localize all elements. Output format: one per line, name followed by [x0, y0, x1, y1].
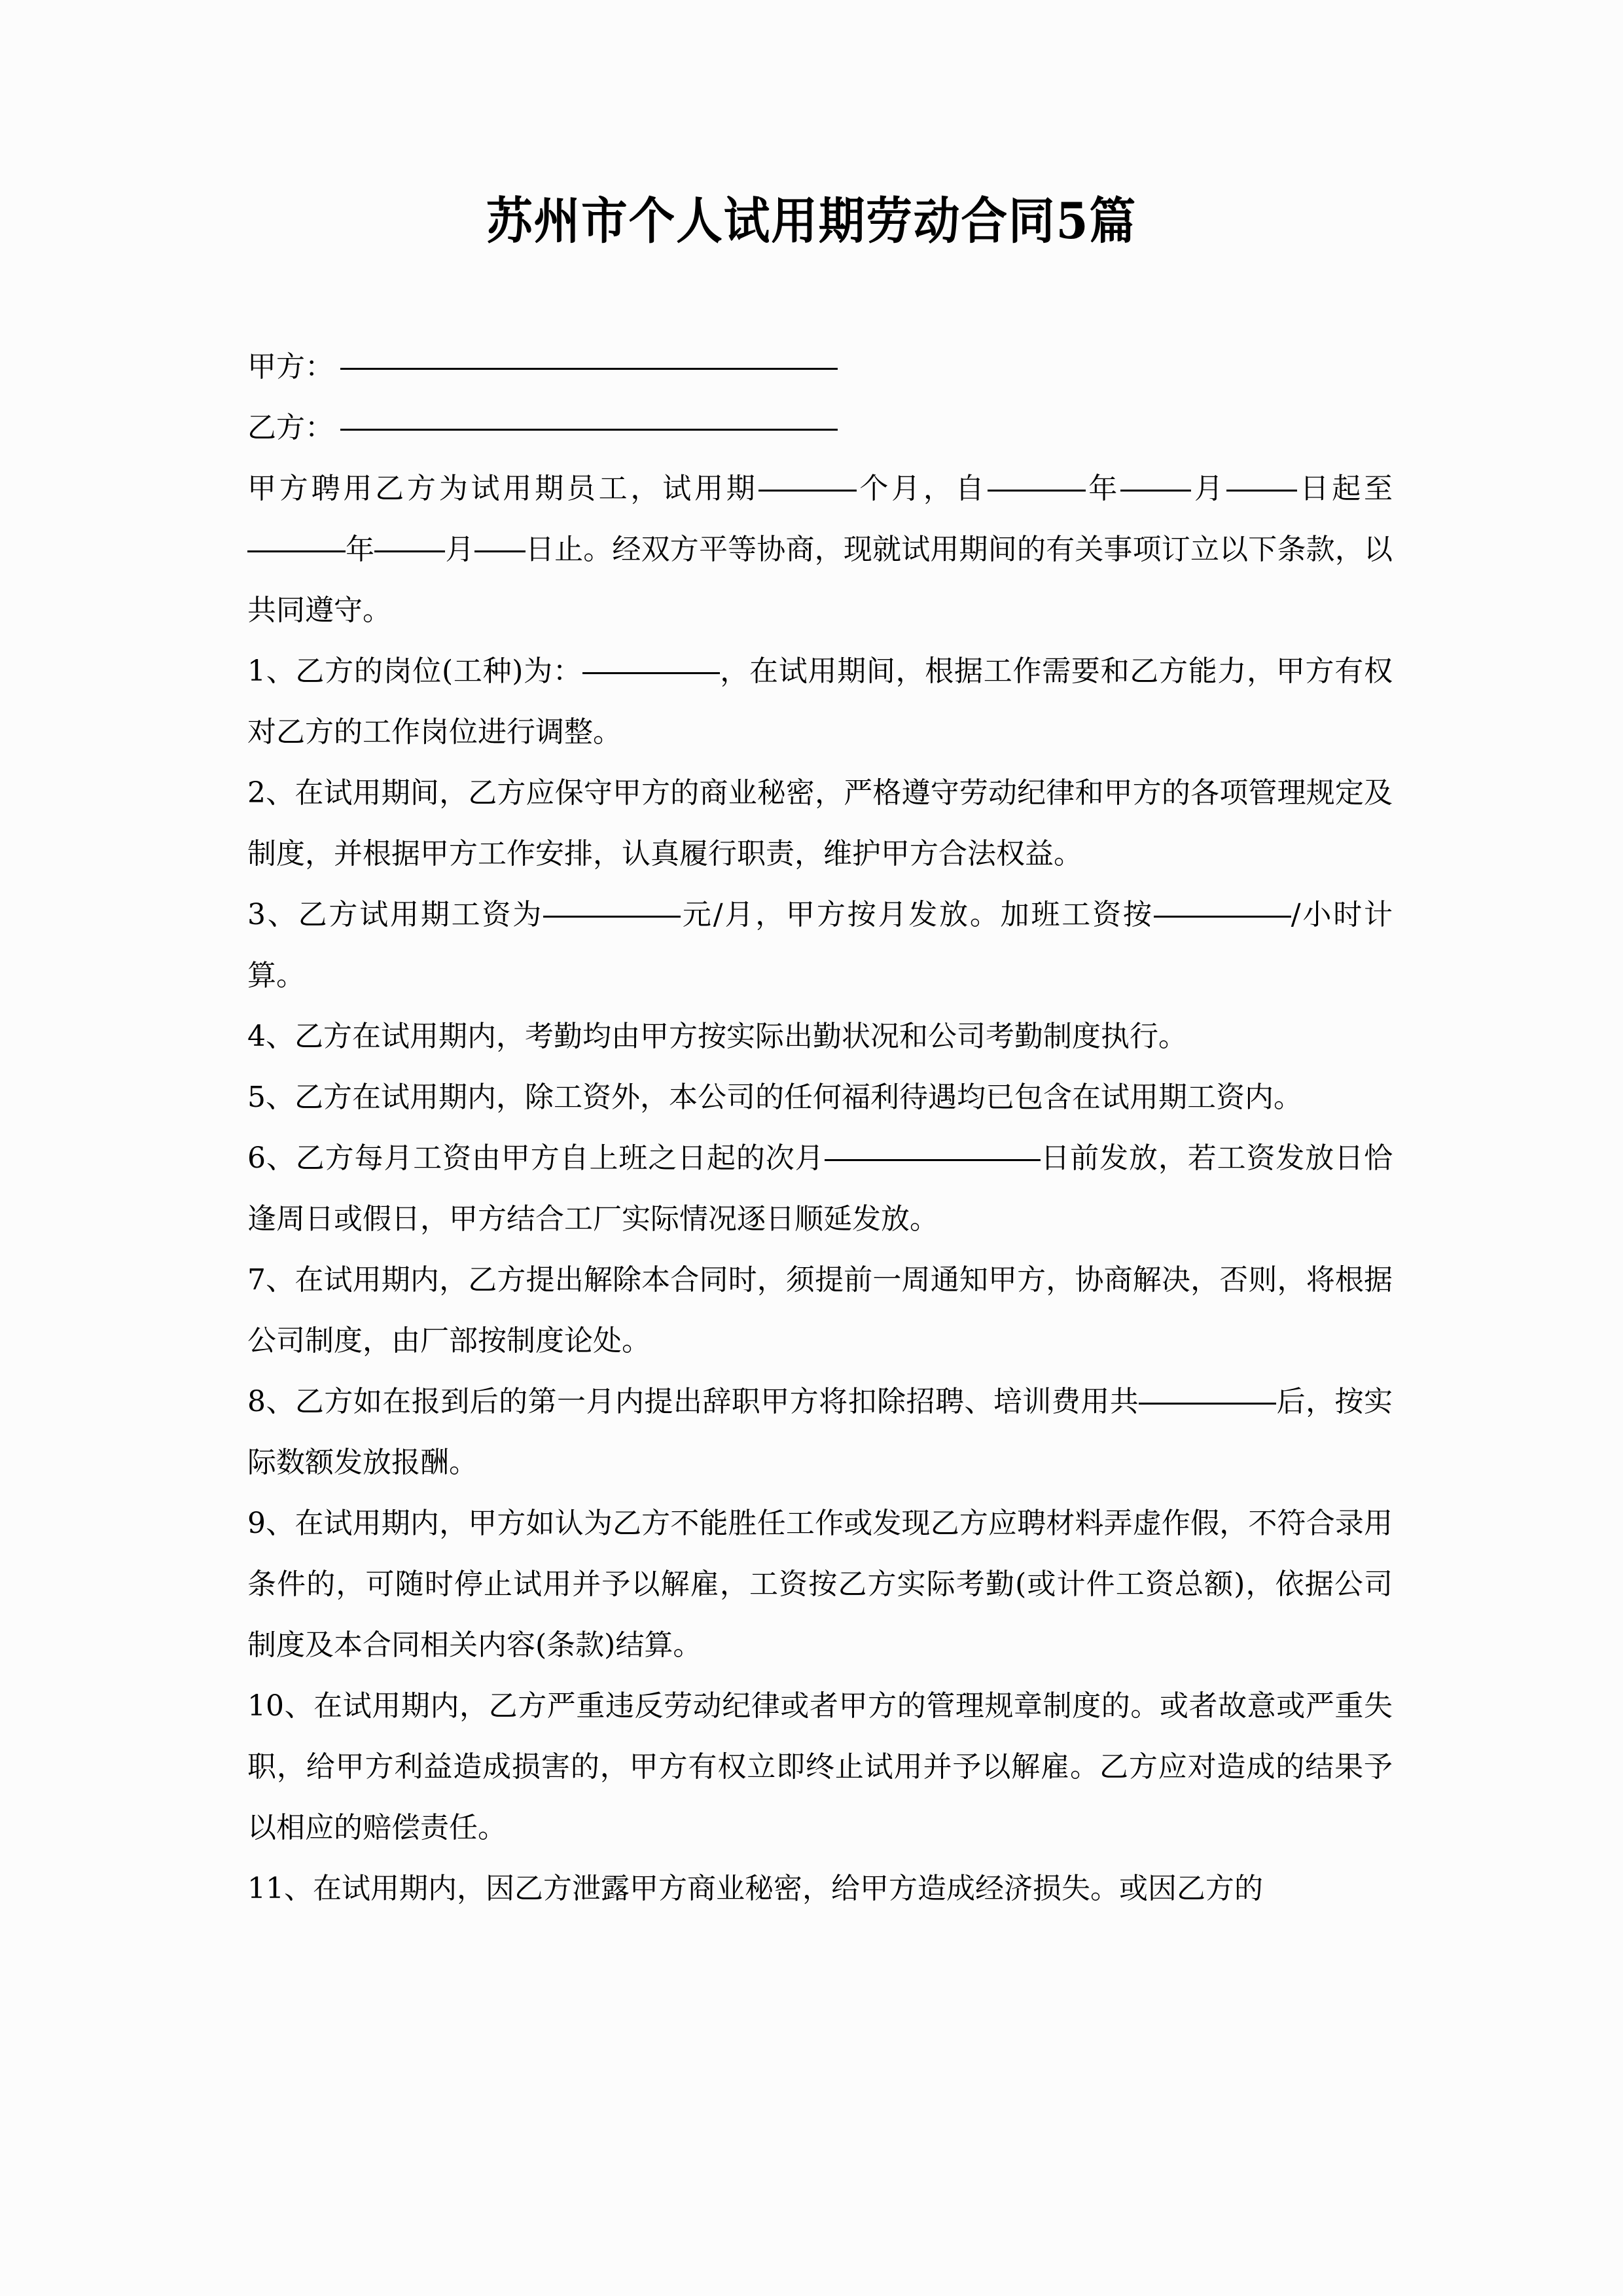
clause-4 — [247, 1006, 1393, 1067]
clause-1 — [247, 641, 1393, 762]
clause-8-number: 8、 — [247, 1385, 295, 1418]
preamble-seg-5: 日起至 — [1296, 472, 1393, 505]
clause-1-blank-position[interactable] — [582, 649, 720, 674]
preamble-seg-4: 月 — [1191, 472, 1226, 505]
clause-5-seg-1: 乙方在试用期内，除工资外，本公司的任何福利待遇均已包含在试用期工资内。 — [294, 1081, 1302, 1114]
clause-3-number: 3、 — [247, 898, 298, 931]
clause-9-seg-1: 在试用期内，甲方如认为乙方不能胜任工作或发现乙方应聘材料弄虚作假，不符合录用条件的，可随时停止试用并予以解雇，工资按乙方实际考勤(或计件工资总额)，依据公司制度及本合同相关内容(条款)结算。 — [247, 1507, 1393, 1662]
party-a-line — [247, 336, 1393, 397]
clause-7 — [247, 1249, 1393, 1371]
preamble-blank-end-year[interactable] — [247, 527, 346, 552]
clause-3-seg-2: 元/月，甲方按月发放。加班工资按 — [681, 898, 1154, 931]
clause-3-blank-wage[interactable] — [543, 892, 681, 918]
clause-9-number: 9、 — [247, 1507, 295, 1540]
preamble-paragraph — [247, 458, 1393, 641]
clause-6-seg-2: 日前发放，若工资发放日恰逢周日或假日，甲方结合工厂实际情况逐日顺延发放。 — [247, 1141, 1393, 1236]
clause-11-seg-1: 在试用期内，因乙方泄露甲方商业秘密，给甲方造成经济损失。或因乙方的 — [313, 1872, 1263, 1905]
clause-5-number: 5、 — [247, 1081, 294, 1114]
clause-10-number: 10、 — [247, 1689, 314, 1723]
preamble-seg-3: 年 — [1085, 472, 1121, 505]
preamble-blank-start-month[interactable] — [1120, 466, 1191, 492]
clause-8-seg-2: 后，按实际数额发放报酬。 — [247, 1385, 1393, 1479]
clause-6-seg-1: 乙方每月工资由甲方自上班之日起的次月 — [295, 1141, 825, 1175]
clause-3-seg-1: 乙方试用期工资为 — [298, 898, 544, 931]
clause-6-number: 6、 — [247, 1141, 296, 1175]
clause-4-seg-1: 乙方在试用期内，考勤均由甲方按实际出勤状况和公司考勤制度执行。 — [294, 1020, 1187, 1053]
clause-3 — [247, 884, 1393, 1006]
party-b-label: 乙方： — [247, 411, 334, 444]
clause-11-number: 11、 — [247, 1872, 313, 1905]
preamble-seg-7: 月 — [445, 533, 474, 566]
clause-11 — [247, 1858, 1393, 1919]
clause-2 — [247, 762, 1393, 884]
clause-1-seg-1: 乙方的岗位(工种)为： — [295, 655, 582, 688]
page-title: 苏州市个人试用期劳动合同5篇 — [486, 192, 1137, 250]
clause-3-seg-3: /小时计算。 — [247, 898, 1393, 992]
preamble-seg-6: 年 — [346, 533, 375, 566]
preamble-seg-1: 甲方聘用乙方为试用期员工，试用期 — [247, 472, 758, 505]
preamble-blank-start-day[interactable] — [1226, 466, 1297, 492]
preamble-blank-end-month[interactable] — [374, 527, 445, 552]
clause-10 — [247, 1676, 1393, 1858]
clause-7-number: 7、 — [247, 1263, 295, 1297]
party-b-line — [247, 397, 1393, 458]
clause-8-blank-fee[interactable] — [1139, 1379, 1276, 1405]
preamble-seg-2: 个月，自 — [856, 472, 988, 505]
clause-10-seg-1: 在试用期内，乙方严重违反劳动纪律或者甲方的管理规章制度的。或者故意或严重失职，给甲方利益造成损害的，甲方有权立即终止试用并予以解雇。乙方应对造成的结果予以相应的赔偿责任。 — [247, 1689, 1393, 1844]
party-a-blank[interactable] — [340, 368, 838, 370]
party-a-label: 甲方： — [247, 350, 334, 384]
clause-1-seg-2: ，在试用期间，根据工作需要和乙方能力，甲方有权对乙方的工作岗位进行调整。 — [247, 655, 1393, 749]
clause-2-seg-1: 在试用期间，乙方应保守甲方的商业秘密，严格遵守劳动纪律和甲方的各项管理规定及制度，并根据甲方工作安排，认真履行职责，维护甲方合法权益。 — [247, 776, 1393, 870]
clause-2-number: 2、 — [247, 776, 295, 810]
clause-6-blank-payday[interactable] — [825, 1136, 1041, 1161]
preamble-blank-end-day[interactable] — [474, 527, 526, 552]
clause-8-seg-1: 乙方如在报到后的第一月内提出辞职甲方将扣除招聘、培训费用共 — [294, 1385, 1139, 1418]
document-body — [247, 336, 1393, 1919]
clause-1-number: 1、 — [247, 655, 296, 688]
clause-7-seg-1: 在试用期内，乙方提出解除本合同时，须提前一周通知甲方，协商解决，否则，将根据公司制度，由厂部按制度论处。 — [247, 1263, 1393, 1357]
clause-9 — [247, 1493, 1393, 1676]
clause-3-blank-overtime[interactable] — [1154, 892, 1291, 918]
preamble-blank-start-year[interactable] — [988, 466, 1086, 492]
clause-4-number: 4、 — [247, 1020, 294, 1053]
preamble-seg-8: 日止。经双方平等协商，现就试用期间的有关事项订立以下条款，以共同遵守。 — [247, 533, 1393, 627]
clause-8 — [247, 1371, 1393, 1493]
party-b-blank[interactable] — [340, 429, 838, 431]
preamble-blank-months[interactable] — [758, 466, 857, 492]
clause-5 — [247, 1067, 1393, 1128]
clause-6 — [247, 1128, 1393, 1249]
